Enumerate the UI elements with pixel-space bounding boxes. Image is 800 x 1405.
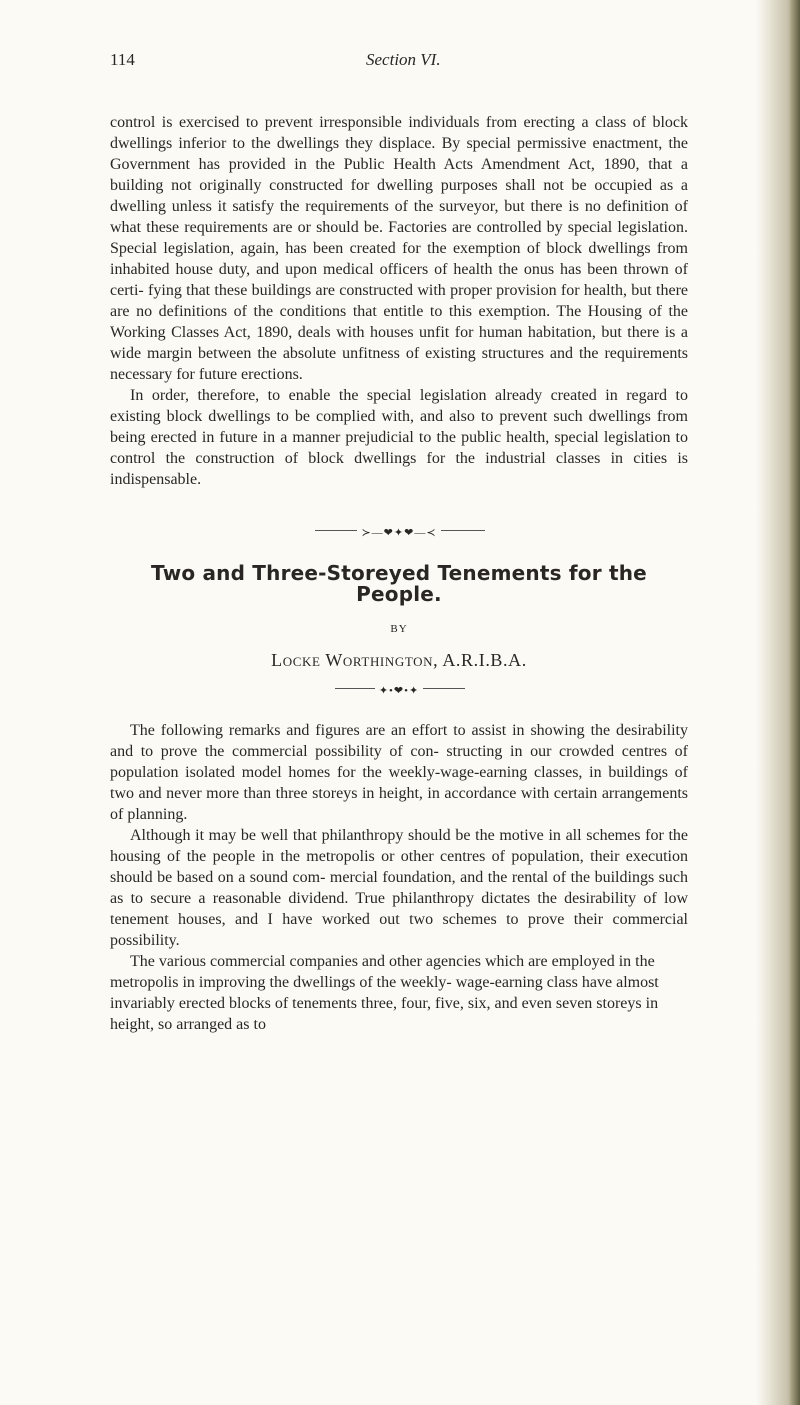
byline: BY [390,623,408,635]
title-divider-ornament [110,681,688,695]
paragraph: control is exercised to prevent irresponsible individuals from erecting a class of block dwellings inferior to the dwellings they displace. By special permissive enactment, the Government has provided in the Public Health Acts Amendment Act, 1890, that a building not originally constructed for dwelling purposes shall not be occupied as a dwelling unless it satisfy the requirements of the surveyor, but there is no definition of what these requirements are or should be. Factories are controlled by special legislation. Special legislation, again, has been created for the exemption of block dwellings from inhabited house duty, and upon medical officers of health the onus has been thrown of certi- fying that these buildings are constructed with proper provision for health, but there are no definitions of the conditions that entitle to this exemption. The Housing of the Working Classes Act, 1890, deals with houses unfit for human habitation, but there is a wide margin between the absolute unfitness of existing structures and the requirements necessary for future erections. [110,114,688,383]
paragraph: The various commercial companies and other agencies which are employed in the metropolis in improving the dwellings of the weekly- wage-earning class have almost invariably erected blocks of tenements three, four, five, six, and even seven storeys in height, so arranged as to [110,953,659,1033]
running-head [110,50,670,74]
spacer [110,695,688,720]
spacer [110,490,688,514]
section-divider-ornament [110,523,688,537]
paragraph: In order, therefore, to enable the special legislation already created in regard to existing block dwellings to be complied with, and also to prevent such dwellings from being erected in future in a manner prejudicial to the public health, special legislation to control the construction of block dwellings for the industrial classes in cities is indispensable. [110,387,688,488]
divider-glyph: ≻—❤✦❤—≺ [357,527,440,539]
section-label: Section VI. [366,50,441,69]
paragraph: The following remarks and figures are an effort to assist in showing the desirability and to prove the commercial possibility of con- structing in our crowded centres of population isolated model homes for the weekly-wage-earning classes, in buildings of two and never more than three storeys in height, in accordance with certain arrangements of planning. [110,722,688,823]
book-binding-edge [790,0,800,1405]
author-name: Locke Worthington, A.R.I.B.A. [271,650,527,670]
divider-glyph: ✦•❤•✦ [375,685,423,697]
page-number: 114 [110,50,135,69]
body-text [110,112,688,1035]
article-title: Two and Three-Storeyed Tenements for the People. [151,561,647,606]
paragraph: Although it may be well that philanthropy should be the motive in all schemes for the housing of the people in the metropolis or other centres of population, their execution should be based on a sound com- mercial foundation, and the rental of the buildings such as to secure a reasonable dividend. True philanthropy dictates the desirability of low tenement houses, and I have worked out two schemes to prove their commercial possibility. [110,827,688,949]
